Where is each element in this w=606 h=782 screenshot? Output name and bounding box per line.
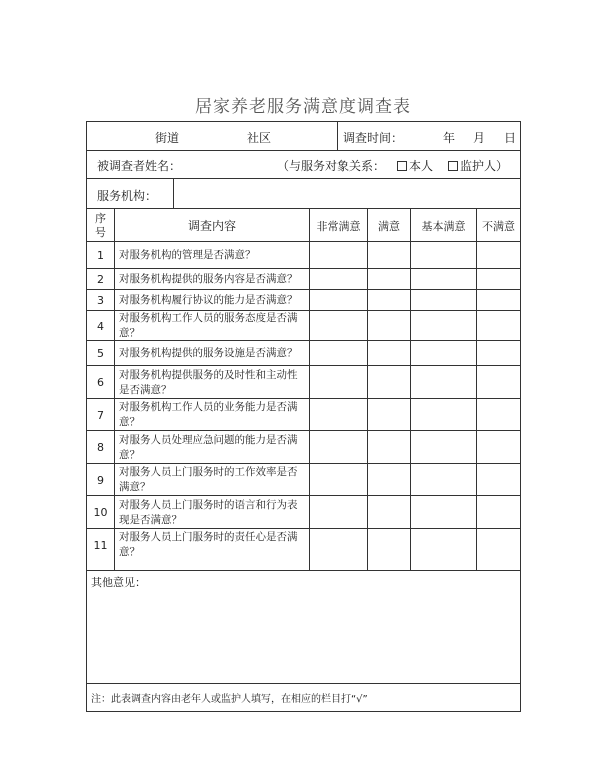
table-row xyxy=(87,290,520,311)
rating-cell-satisfied[interactable] xyxy=(368,399,410,431)
rating-cell-satisfied[interactable] xyxy=(368,311,410,341)
other-input[interactable] xyxy=(87,589,520,683)
rating-cell-satisfied[interactable] xyxy=(368,290,410,311)
col-very-header: 非常满意 xyxy=(316,219,361,233)
col-content-header: 调查内容 xyxy=(187,219,236,233)
col-no-header xyxy=(87,209,114,242)
table-row xyxy=(87,269,520,290)
row-number: 9 xyxy=(97,473,104,487)
row-number: 10 xyxy=(93,506,108,519)
rating-cell-not[interactable] xyxy=(477,290,520,311)
row-number: 5 xyxy=(97,347,104,360)
row-number: 3 xyxy=(97,294,104,307)
rating-cell-basic[interactable] xyxy=(411,496,476,529)
table-row xyxy=(87,496,520,529)
self-checkbox[interactable] xyxy=(397,161,407,171)
rating-cell-basic[interactable] xyxy=(411,341,476,366)
row-number: 2 xyxy=(97,273,104,286)
header-row xyxy=(87,122,520,151)
col-basic-header: 基本满意 xyxy=(421,219,466,233)
survey-time-label: 调查时间： xyxy=(343,131,404,145)
row-number: 8 xyxy=(97,441,104,454)
question-text: 对服务机构提供的服务内容是否满意？ xyxy=(119,273,298,285)
org-row xyxy=(87,179,520,209)
question-text: 对服务人员上门服务时的语言和行为表现是否满意？ xyxy=(119,498,298,526)
option-self[interactable] xyxy=(397,157,433,174)
rating-cell-very[interactable] xyxy=(310,431,367,464)
row-number: 6 xyxy=(97,376,104,389)
rating-cell-very[interactable] xyxy=(310,529,367,561)
rating-cell-not[interactable] xyxy=(477,341,520,366)
col-not-header: 不满意 xyxy=(482,219,515,233)
table-row xyxy=(87,341,520,366)
table-row xyxy=(87,366,520,399)
rating-cell-not[interactable] xyxy=(477,311,520,341)
question-text: 对服务机构提供的服务设施是否满意？ xyxy=(119,347,298,359)
option-self-label: 本人 xyxy=(409,159,434,173)
table-row xyxy=(87,431,520,464)
question-text: 对服务机构工作人员的服务态度是否满意？ xyxy=(119,312,298,339)
relation-label: （与服务对象关系： xyxy=(277,159,386,173)
question-text: 对服务机构提供服务的及时性和主动性是否满意？ xyxy=(119,368,298,396)
rating-cell-basic[interactable] xyxy=(411,366,476,399)
col-satisfied-header: 满意 xyxy=(378,219,400,233)
row-number: 1 xyxy=(97,249,104,262)
rating-cell-not[interactable] xyxy=(477,399,520,431)
rating-cell-basic[interactable] xyxy=(411,399,476,431)
guardian-checkbox[interactable] xyxy=(448,161,458,171)
rating-cell-not[interactable] xyxy=(477,431,520,464)
option-guardian[interactable] xyxy=(448,157,508,174)
rating-cell-basic[interactable] xyxy=(411,269,476,290)
rating-cell-not[interactable] xyxy=(477,242,520,269)
survey-form xyxy=(86,121,521,712)
rating-cell-satisfied[interactable] xyxy=(368,464,410,496)
rating-cell-very[interactable] xyxy=(310,311,367,341)
rating-cell-satisfied[interactable] xyxy=(368,242,410,269)
rating-cell-very[interactable] xyxy=(310,290,367,311)
row-number: 7 xyxy=(97,408,104,422)
rating-cell-very[interactable] xyxy=(310,464,367,496)
other-row xyxy=(87,571,520,684)
rating-cell-satisfied[interactable] xyxy=(368,341,410,366)
rating-cell-basic[interactable] xyxy=(411,529,476,561)
question-text: 对服务机构履行协议的能力是否满意？ xyxy=(119,294,298,306)
table-row xyxy=(87,464,520,496)
rating-cell-basic[interactable] xyxy=(411,464,476,496)
table-row xyxy=(87,529,520,561)
col-no-text: 序号 xyxy=(95,211,106,239)
rating-cell-not[interactable] xyxy=(477,464,520,496)
option-guardian-label: 监护人） xyxy=(460,159,509,173)
survey-table xyxy=(87,209,520,571)
rating-cell-very[interactable] xyxy=(310,242,367,269)
rating-cell-not[interactable] xyxy=(477,529,520,561)
rating-cell-basic[interactable] xyxy=(411,311,476,341)
form-title: 居家养老服务满意度调查表 xyxy=(195,97,411,117)
table-row xyxy=(87,399,520,431)
respondent-row xyxy=(87,151,520,179)
org-label: 服务机构： xyxy=(97,189,158,203)
rating-cell-satisfied[interactable] xyxy=(368,366,410,399)
rating-cell-very[interactable] xyxy=(310,399,367,431)
footer-note: 注：此表调查内容由老年人或监护人填写，在相应的栏目打“√” xyxy=(91,694,368,705)
question-text: 对服务人员上门服务时的工作效率是否满意？ xyxy=(119,466,298,493)
rating-cell-satisfied[interactable] xyxy=(368,431,410,464)
rating-cell-not[interactable] xyxy=(477,366,520,399)
rating-cell-basic[interactable] xyxy=(411,242,476,269)
rating-cell-basic[interactable] xyxy=(411,431,476,464)
row-number: 11 xyxy=(93,538,108,552)
divider xyxy=(337,122,338,150)
org-input[interactable] xyxy=(174,179,520,208)
street-label: 街道 xyxy=(155,131,180,145)
row-number: 4 xyxy=(97,319,104,333)
rating-cell-very[interactable] xyxy=(310,496,367,529)
table-row xyxy=(87,242,520,269)
rating-cell-satisfied[interactable] xyxy=(368,496,410,529)
question-text: 对服务人员处理应急问题的能力是否满意？ xyxy=(119,433,298,461)
other-label: 其他意见： xyxy=(91,576,146,589)
rating-cell-not[interactable] xyxy=(477,496,520,529)
day-label: 日 xyxy=(504,131,517,145)
question-text: 对服务机构工作人员的业务能力是否满意？ xyxy=(119,401,298,428)
rating-cell-satisfied[interactable] xyxy=(368,269,410,290)
question-text: 对服务人员上门服务时的责任心是否满意？ xyxy=(119,531,298,558)
table-row xyxy=(87,311,520,341)
month-label: 月 xyxy=(473,131,486,145)
rating-cell-satisfied[interactable] xyxy=(368,529,410,561)
rating-cell-not[interactable] xyxy=(477,269,520,290)
rating-cell-basic[interactable] xyxy=(411,290,476,311)
rating-cell-very[interactable] xyxy=(310,341,367,366)
year-label: 年 xyxy=(443,131,456,145)
rating-cell-very[interactable] xyxy=(310,366,367,399)
community-label: 社区 xyxy=(247,131,272,145)
respondent-name-label: 被调查者姓名： xyxy=(97,159,182,173)
question-text: 对服务机构的管理是否满意？ xyxy=(119,249,256,261)
rating-cell-very[interactable] xyxy=(310,269,367,290)
